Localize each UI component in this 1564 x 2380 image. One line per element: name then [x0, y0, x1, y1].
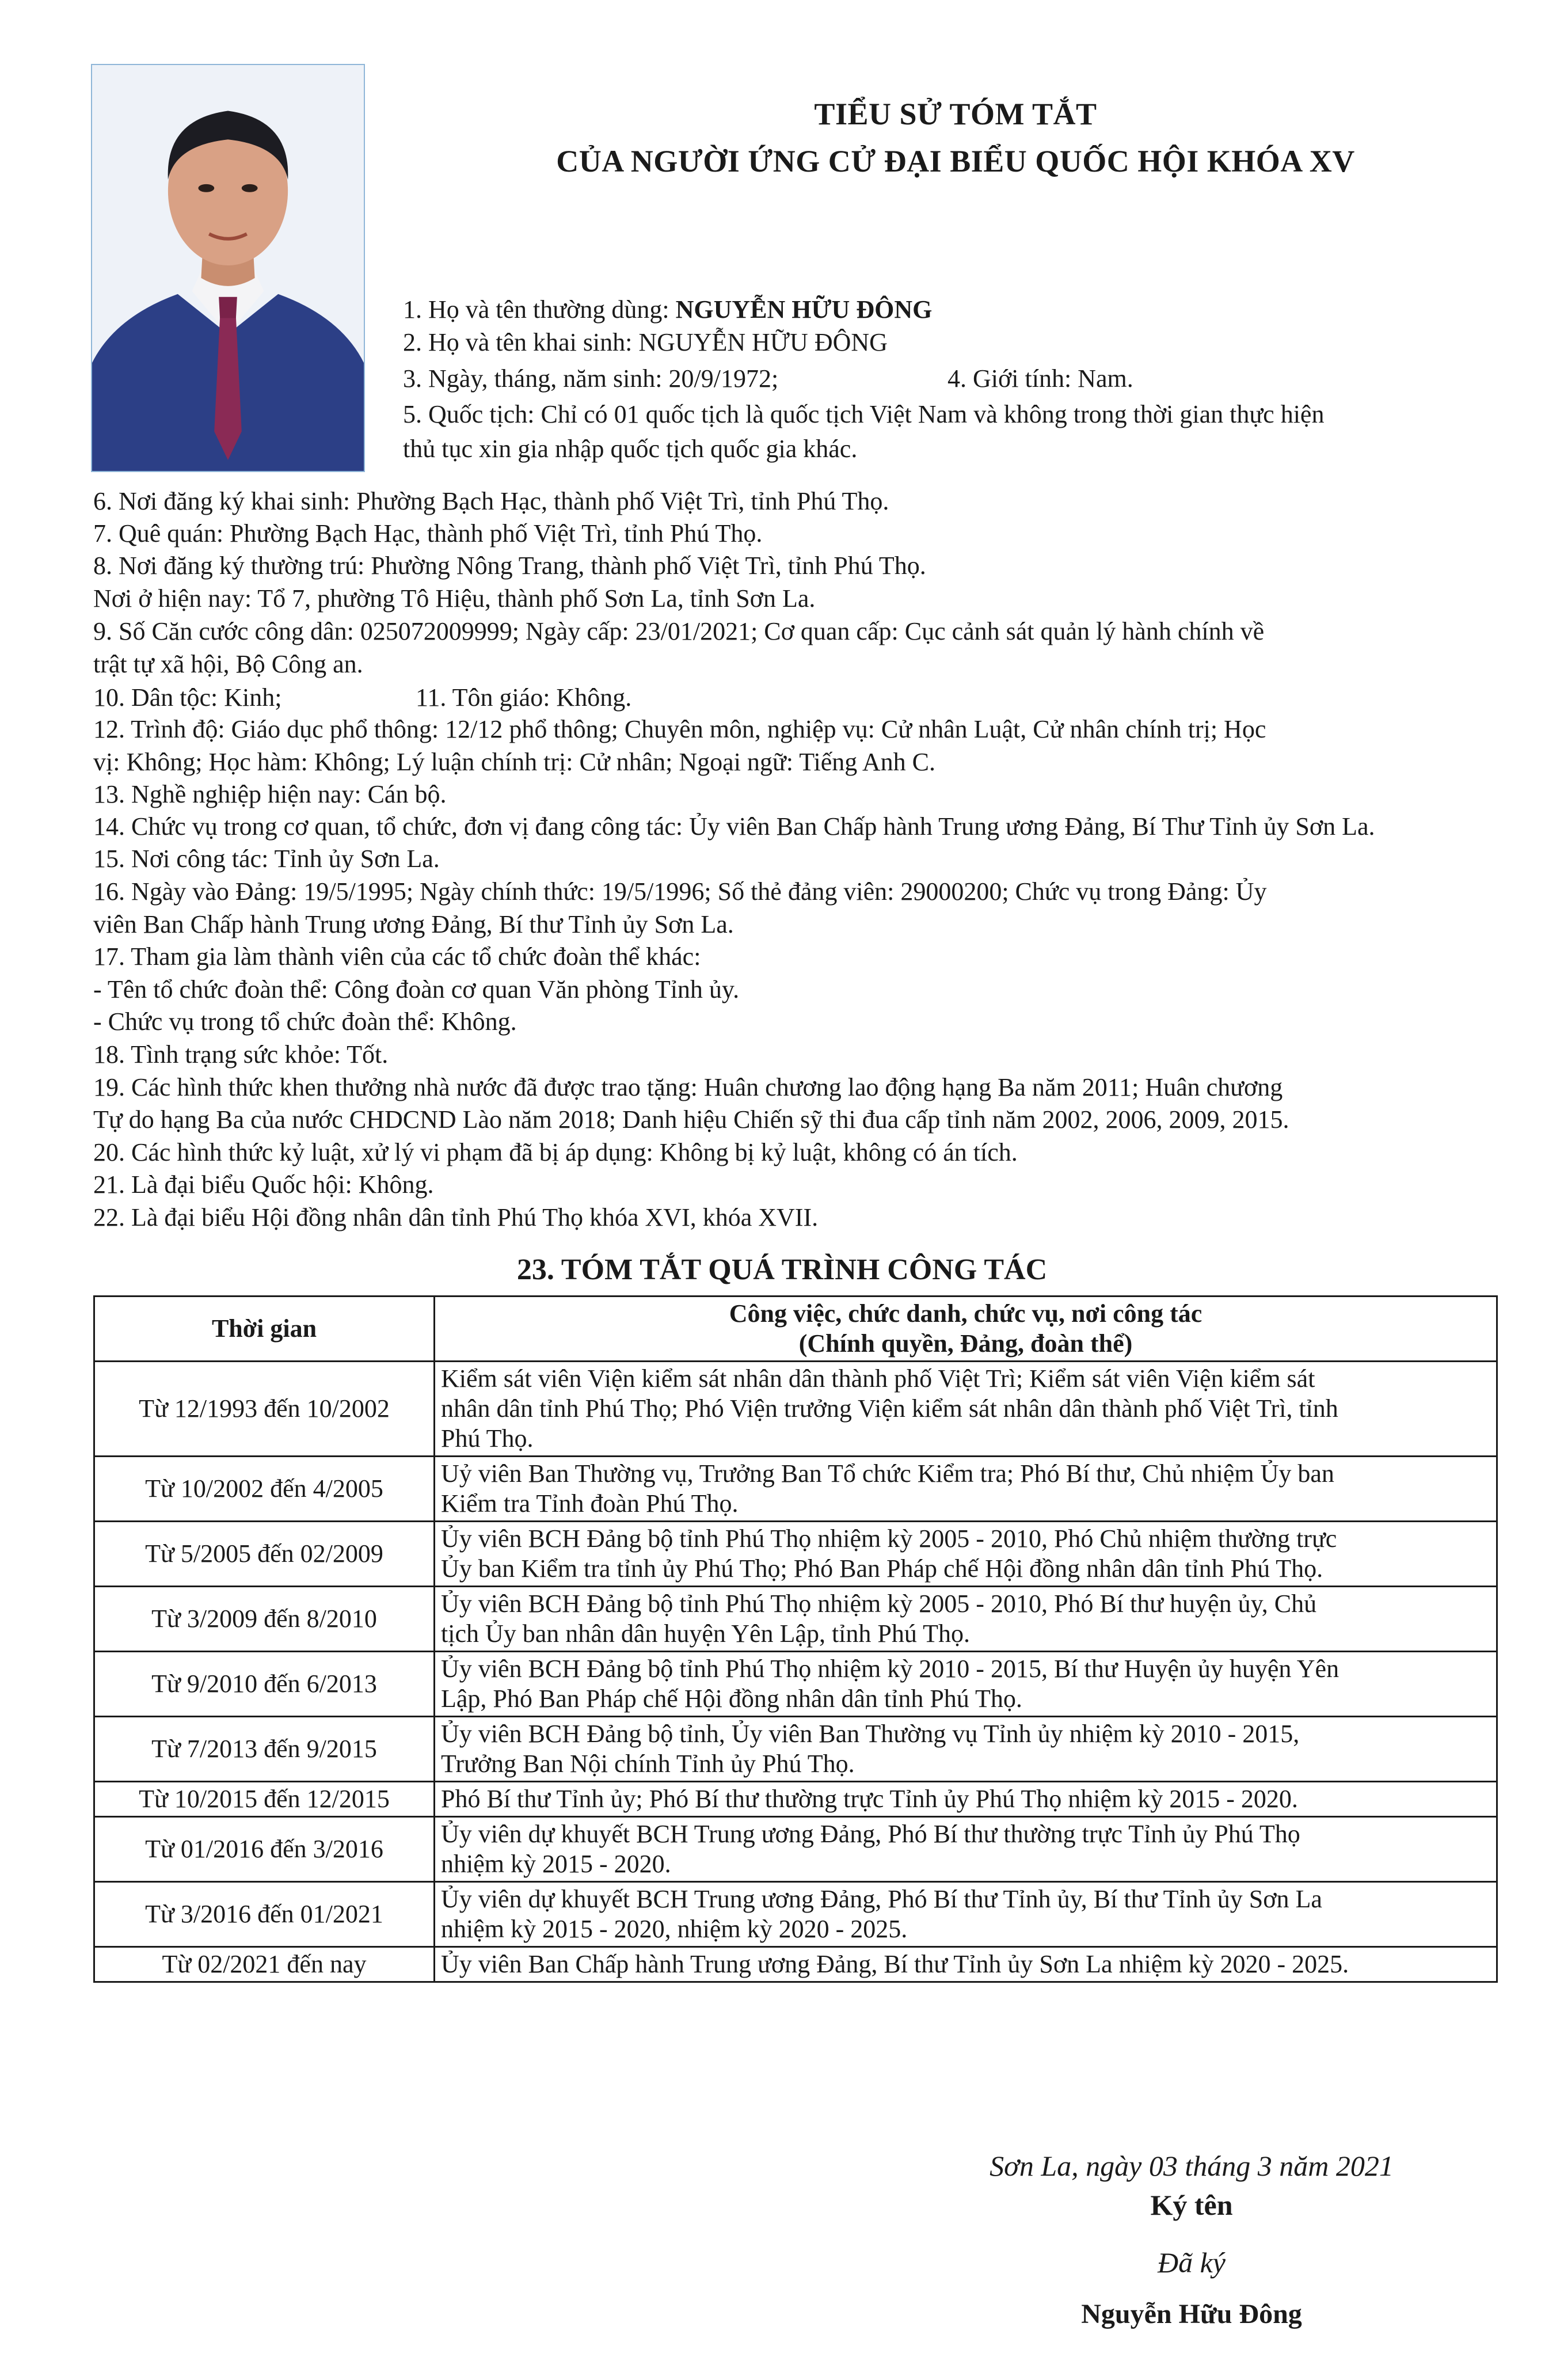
description-line: nhiệm kỳ 2015 - 2020. — [441, 1850, 671, 1878]
table-row — [94, 1882, 1497, 1947]
time-cell: Từ 3/2016 đến 01/2021 — [94, 1882, 435, 1947]
info-line-8b: Nơi ở hiện nay: Tổ 7, phường Tô Hiệu, thành phố Sơn La, tỉnh Sơn La. — [93, 584, 816, 613]
description-line: nhiệm kỳ 2015 - 2020, nhiệm kỳ 2020 - 2025. — [441, 1915, 908, 1943]
info-line-10: 10. Dân tộc: Kinh; — [93, 683, 282, 712]
description-cell — [435, 1717, 1497, 1782]
portrait-icon — [92, 65, 364, 471]
document-subtitle: CỦA NGƯỜI ỨNG CỬ ĐẠI BIỂU QUỐC HỘI KHÓA XV — [556, 144, 1355, 178]
info-line-21: 21. Là đại biểu Quốc hội: Không. — [93, 1170, 434, 1199]
table-row — [94, 1947, 1497, 1982]
section-23-title: 23. TÓM TẮT QUÁ TRÌNH CÔNG TÁC — [516, 1253, 1048, 1286]
description-line: Phó Bí thư Tỉnh ủy; Phó Bí thư thường trực Tỉnh ủy Phú Thọ nhiệm kỳ 2015 - 2020. — [441, 1785, 1298, 1813]
description-line: Ủy viên Ban Chấp hành Trung ương Đảng, Bí thư Tỉnh ủy Sơn La nhiệm kỳ 2020 - 2025. — [441, 1950, 1349, 1978]
table-row — [94, 1817, 1497, 1882]
description-line: Ủy viên dự khuyết BCH Trung ương Đảng, Phó Bí thư thường trực Tỉnh ủy Phú Thọ — [441, 1820, 1300, 1848]
description-cell — [435, 1362, 1497, 1457]
time-cell: Từ 12/1993 đến 10/2002 — [94, 1362, 435, 1457]
time-cell: Từ 02/2021 đến nay — [94, 1947, 435, 1982]
description-line: Ủy viên BCH Đảng bộ tỉnh Phú Thọ nhiệm kỳ 2010 - 2015, Bí thư Huyện ủy huyện Yên — [441, 1655, 1340, 1683]
description-line: Lập, Phó Ban Pháp chế Hội đồng nhân dân tỉnh Phú Thọ. — [441, 1685, 1022, 1713]
description-line: Ủy viên BCH Đảng bộ tỉnh, Ủy viên Ban Thường vụ Tỉnh ủy nhiệm kỳ 2010 - 2015, — [441, 1720, 1300, 1748]
description-cell — [435, 1782, 1497, 1817]
info-line-19a: 19. Các hình thức khen thưởng nhà nước đã được trao tặng: Huân chương lao động hạng Ba năm 2011; Huân chương — [93, 1073, 1283, 1101]
column-header-time: Thời gian — [94, 1297, 435, 1362]
portrait-photo — [91, 64, 365, 472]
description-line: Kiểm sát viên Viện kiểm sát nhân dân thành phố Việt Trì; Kiểm sát viên Viện kiểm sát — [441, 1364, 1315, 1393]
info-line-20: 20. Các hình thức kỷ luật, xử lý vi phạm đã bị áp dụng: Không bị kỷ luật, không có án tích. — [93, 1138, 1018, 1166]
time-cell: Từ 01/2016 đến 3/2016 — [94, 1817, 435, 1882]
description-cell — [435, 1457, 1497, 1522]
candidate-name: NGUYỄN HỮU ĐÔNG — [675, 295, 933, 324]
info-line-3: 3. Ngày, tháng, năm sinh: 20/9/1972; — [403, 364, 779, 393]
time-cell: Từ 7/2013 đến 9/2015 — [94, 1717, 435, 1782]
description-line: tịch Ủy ban nhân dân huyện Yên Lập, tỉnh Phú Thọ. — [441, 1619, 970, 1648]
info-line-6: 6. Nơi đăng ký khai sinh: Phường Bạch Hạc, thành phố Việt Trì, tỉnh Phú Thọ. — [93, 487, 889, 515]
time-cell: Từ 5/2005 đến 02/2009 — [94, 1522, 435, 1587]
info-line-2: 2. Họ và tên khai sinh: NGUYỄN HỮU ĐÔNG — [403, 328, 888, 356]
info-line-12b: vị: Không; Học hàm: Không; Lý luận chính trị: Cử nhân; Ngoại ngữ: Tiếng Anh C. — [93, 748, 935, 776]
signature-label: Ký tên — [1150, 2189, 1233, 2221]
info-line-8: 8. Nơi đăng ký thường trú: Phường Nông Trang, thành phố Việt Trì, tỉnh Phú Thọ. — [93, 552, 926, 580]
time-cell: Từ 10/2015 đến 12/2015 — [94, 1782, 435, 1817]
column-header-description: Công việc, chức danh, chức vụ, nơi công tác (Chính quyền, Đảng, đoàn thể) — [435, 1297, 1497, 1362]
info-line-16b: viên Ban Chấp hành Trung ương Đảng, Bí thư Tỉnh ủy Sơn La. — [93, 910, 734, 938]
table-row — [94, 1782, 1497, 1817]
info-line-7: 7. Quê quán: Phường Bạch Hạc, thành phố Việt Trì, tỉnh Phú Thọ. — [93, 519, 763, 548]
info-line-5a: 5. Quốc tịch: Chỉ có 01 quốc tịch là quốc tịch Việt Nam và không trong thời gian thực hiện — [403, 400, 1325, 428]
info-line-12a: 12. Trình độ: Giáo dục phổ thông: 12/12 phổ thông; Chuyên môn, nghiệp vụ: Cử nhân Luật, Cử nhân chính trị; Học — [93, 715, 1266, 743]
info-line-17b: - Chức vụ trong tổ chức đoàn thể: Không. — [93, 1007, 517, 1036]
info-line-4: 4. Giới tính: Nam. — [947, 364, 1133, 393]
description-line: Phú Thọ. — [441, 1424, 534, 1453]
description-line: Ủy viên BCH Đảng bộ tỉnh Phú Thọ nhiệm kỳ 2005 - 2010, Phó Chủ nhiệm thường trực — [441, 1524, 1337, 1553]
place-date: Sơn La, ngày 03 tháng 3 năm 2021 — [990, 2150, 1394, 2182]
table-row — [94, 1652, 1497, 1717]
description-cell — [435, 1947, 1497, 1982]
table-row — [94, 1362, 1497, 1457]
work-history-table — [93, 1295, 1498, 1983]
description-line: Uỷ viên Ban Thường vụ, Trưởng Ban Tổ chức Kiểm tra; Phó Bí thư, Chủ nhiệm Ủy ban — [441, 1459, 1334, 1488]
description-line: Ủy viên dự khuyết BCH Trung ương Đảng, Phó Bí thư Tỉnh ủy, Bí thư Tỉnh ủy Sơn La — [441, 1885, 1322, 1913]
table-header-row — [94, 1297, 1497, 1362]
info-line-1: 1. Họ và tên thường dùng: NGUYỄN HỮU ĐÔNG — [403, 295, 933, 324]
document-title: TIỂU SỬ TÓM TẮT — [814, 97, 1097, 131]
description-line: Trưởng Ban Nội chính Tỉnh ủy Phú Thọ. — [441, 1750, 855, 1778]
info-line-5b: thủ tục xin gia nhập quốc tịch quốc gia khác. — [403, 435, 858, 463]
description-cell — [435, 1522, 1497, 1587]
info-line-14: 14. Chức vụ trong cơ quan, tổ chức, đơn vị đang công tác: Ủy viên Ban Chấp hành Trung ương Đảng, Bí Thư Tỉnh ủy Sơn La. — [93, 812, 1375, 841]
description-cell — [435, 1652, 1497, 1717]
description-line: Kiểm tra Tỉnh đoàn Phú Thọ. — [441, 1489, 739, 1518]
info-line-17: 17. Tham gia làm thành viên của các tổ chức đoàn thể khác: — [93, 942, 701, 971]
time-cell: Từ 3/2009 đến 8/2010 — [94, 1587, 435, 1652]
info-line-22: 22. Là đại biểu Hội đồng nhân dân tỉnh Phú Thọ khóa XVI, khóa XVII. — [93, 1203, 819, 1231]
info-line-18: 18. Tình trạng sức khỏe: Tốt. — [93, 1040, 389, 1069]
description-line: Ủy ban Kiểm tra tỉnh ủy Phú Thọ; Phó Ban Pháp chế Hội đồng nhân dân tỉnh Phú Thọ. — [441, 1554, 1323, 1583]
description-line: Ủy viên BCH Đảng bộ tỉnh Phú Thọ nhiệm kỳ 2005 - 2010, Phó Bí thư huyện ủy, Chủ — [441, 1590, 1317, 1618]
table-row — [94, 1587, 1497, 1652]
info-line-17a: - Tên tổ chức đoàn thể: Công đoàn cơ quan Văn phòng Tỉnh ủy. — [93, 975, 740, 1003]
info-line-11: 11. Tôn giáo: Không. — [416, 683, 632, 712]
table-row — [94, 1522, 1497, 1587]
table-row — [94, 1457, 1497, 1522]
info-line-9b: trật tự xã hội, Bộ Công an. — [93, 650, 363, 678]
signer-name: Nguyễn Hữu Đông — [1081, 2299, 1302, 2329]
time-cell: Từ 9/2010 đến 6/2013 — [94, 1652, 435, 1717]
info-line-9a: 9. Số Căn cước công dân: 025072009999; Ngày cấp: 23/01/2021; Cơ quan cấp: Cục cảnh sát quản lý hành chính về — [93, 617, 1265, 645]
table-row — [94, 1717, 1497, 1782]
signed-note: Đã ký — [1158, 2246, 1226, 2279]
info-line-16a: 16. Ngày vào Đảng: 19/5/1995; Ngày chính thức: 19/5/1996; Số thẻ đảng viên: 29000200; Chức vụ trong Đảng: Ủy — [93, 877, 1267, 906]
description-cell — [435, 1817, 1497, 1882]
time-cell: Từ 10/2002 đến 4/2005 — [94, 1457, 435, 1522]
info-line-13: 13. Nghề nghiệp hiện nay: Cán bộ. — [93, 780, 447, 808]
description-cell — [435, 1882, 1497, 1947]
info-line-15: 15. Nơi công tác: Tỉnh ủy Sơn La. — [93, 845, 440, 873]
info-line-19b: Tự do hạng Ba của nước CHDCND Lào năm 2018; Danh hiệu Chiến sỹ thi đua cấp tỉnh năm 2002, 2006, 2009, 2015. — [93, 1105, 1289, 1134]
description-line: nhân dân tỉnh Phú Thọ; Phó Viện trưởng Viện kiểm sát nhân dân thành phố Việt Trì, tỉnh — [441, 1394, 1338, 1423]
description-cell — [435, 1587, 1497, 1652]
